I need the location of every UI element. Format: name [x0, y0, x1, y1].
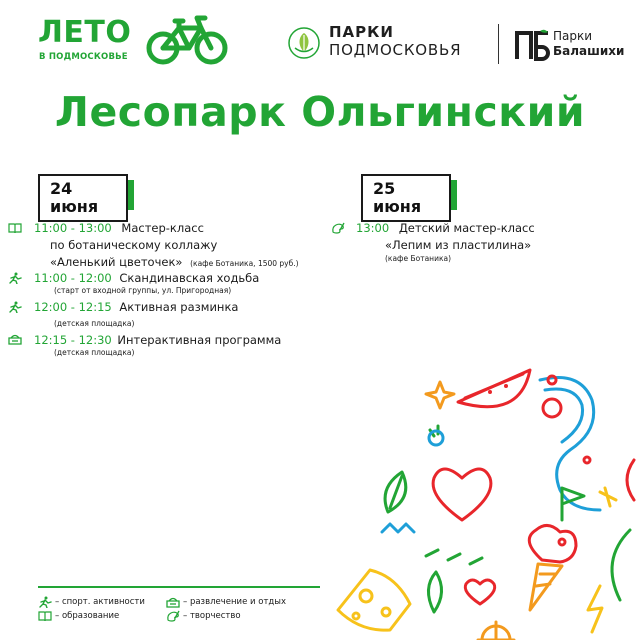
legend-label-entertainment: – развлечение и отдых [183, 597, 287, 607]
creativity-icon [166, 610, 180, 622]
event-name: Детский мастер-класс [398, 221, 535, 235]
event-desc: «Лепим из пластилина» [385, 238, 532, 252]
event-time: 12:15 - 12:30 [34, 333, 112, 347]
parki-logo-line2: ПОДМОСКОВЬЯ [329, 41, 462, 59]
sparkle-icon [426, 382, 454, 408]
event-time: 12:00 - 12:15 [34, 300, 112, 314]
logo-divider [498, 24, 499, 64]
bicycle-icon [145, 12, 230, 67]
event-place: (кафе Ботаника) [385, 254, 451, 263]
watermelon-icon [458, 370, 530, 407]
legend-label-creativity: – творчество [183, 611, 241, 621]
event-name: Мастер-класс [121, 221, 204, 235]
creativity-icon [331, 222, 345, 234]
lightning-icon [588, 586, 602, 632]
event-name: Интерактивная программа [117, 333, 282, 347]
leto-logo-subtitle: В ПОДМОСКОВЬЕ [39, 52, 128, 62]
footer-divider [38, 586, 320, 588]
sport-icon [8, 301, 22, 313]
summer-illustration [330, 360, 640, 640]
event-place: (старт от входной группы, ул. Пригородная) [54, 286, 232, 295]
education-icon [8, 222, 22, 234]
zigzag-icon [382, 524, 414, 532]
education-icon [38, 610, 52, 622]
date-badge-day2: 25 июня [361, 174, 451, 222]
leto-logo-text: ЛЕТО [38, 15, 132, 50]
legend-label-education: – образование [55, 611, 120, 621]
page-title: Лесопарк Ольгинский [54, 88, 586, 136]
event-place: (детская площадка) [54, 319, 135, 328]
event-place: (кафе Ботаника, 1500 руб.) [190, 259, 299, 268]
sport-icon [38, 596, 52, 608]
entertainment-icon [166, 596, 180, 608]
event-time: 13:00 [356, 221, 390, 235]
parki-balashikhi-line1: Парки [553, 29, 593, 43]
event-time: 11:00 - 12:00 [34, 271, 112, 285]
event-desc: по ботаническому коллажу [50, 238, 218, 252]
event-name: Скандинавская ходьба [119, 271, 260, 285]
event-name: Активная разминка [119, 300, 239, 314]
event-title [34, 333, 281, 347]
entertainment-icon [8, 333, 22, 345]
date-badge-day1: 24 июня [38, 174, 128, 222]
parki-logo-line1: ПАРКИ [329, 23, 394, 41]
cheese-icon [338, 570, 410, 630]
event-place: (детская площадка) [54, 348, 135, 357]
event-title [34, 221, 204, 235]
event-title [34, 300, 238, 314]
event-desc [50, 255, 299, 269]
ice-cream-icon [529, 525, 576, 610]
event-title [34, 271, 259, 285]
parki-balashikhi-mark-icon [514, 29, 552, 61]
event-title [356, 221, 535, 235]
parki-balashikhi-line2: Балашихи [553, 44, 625, 58]
event-time: 11:00 - 13:00 [34, 221, 112, 235]
event-subtitle: «Аленький цветочек» [50, 255, 183, 269]
circle-icon [543, 399, 561, 417]
parki-podmoskovya-emblem-icon [287, 26, 321, 60]
legend-label-sport: – спорт. активности [55, 597, 145, 607]
heart-icon [433, 469, 491, 520]
sport-icon [8, 272, 22, 284]
